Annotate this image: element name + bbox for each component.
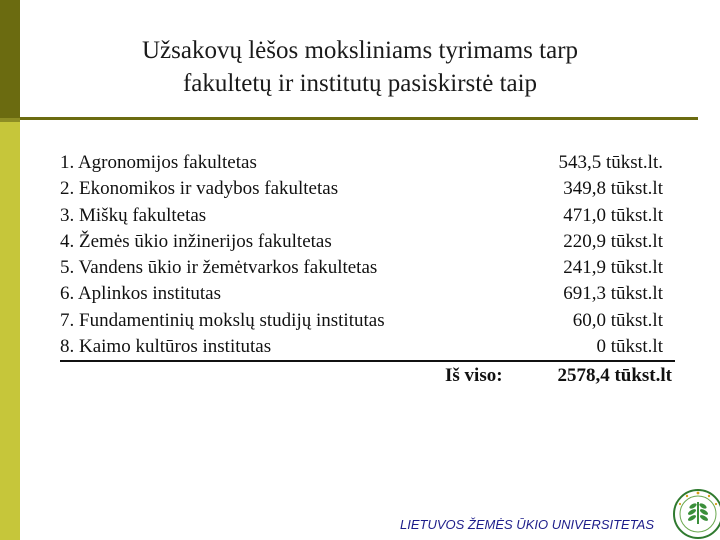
item-amount: 543,5 tūkst.lt. xyxy=(558,152,663,173)
item-name: 5. Vandens ūkio ir žemėtvarkos fakultetas xyxy=(60,257,378,279)
item-amount: 241,9 tūkst.lt xyxy=(563,257,663,279)
list-item xyxy=(60,255,675,281)
item-amount: 0 tūkst.lt xyxy=(596,336,663,358)
funding-list xyxy=(60,150,675,362)
item-amount: 691,3 tūkst.lt xyxy=(563,283,663,305)
item-name: 4. Žemės ūkio inžinerijos fakultetas xyxy=(60,230,332,252)
list-item xyxy=(60,150,675,176)
slide-title xyxy=(40,34,680,100)
left-bar-light-segment xyxy=(0,120,20,540)
item-name: 8. Kaimo kultūros institutas xyxy=(60,336,272,358)
list-item xyxy=(60,229,675,255)
left-accent-bar xyxy=(0,0,20,540)
slide-title-line-2: fakultetų ir institutų pasiskirstė taip xyxy=(182,70,538,97)
left-bar-divider xyxy=(0,118,20,122)
item-name: 2. Ekonomikos ir vadybos fakultetas xyxy=(60,178,339,200)
list-item xyxy=(60,176,675,202)
total-value: 2578,4 tūkst.lt xyxy=(557,365,672,386)
total-label: Iš viso: xyxy=(445,365,503,386)
list-item xyxy=(60,308,675,334)
list-item xyxy=(60,281,675,307)
item-amount: 220,9 tūkst.lt xyxy=(563,230,663,252)
left-bar-dark-segment xyxy=(0,0,20,120)
list-item xyxy=(60,334,675,362)
item-amount: 471,0 tūkst.lt xyxy=(563,204,663,226)
item-amount: 349,8 tūkst.lt xyxy=(563,178,663,200)
item-name: 7. Fundamentinių mokslų studijų institutas xyxy=(60,309,385,331)
item-name: 1. Agronomijos fakultetas xyxy=(60,152,257,173)
slide-title-line-1: Užsakovų lėšos moksliniams tyrimams tarp xyxy=(141,37,579,64)
item-amount: 60,0 tūkst.lt xyxy=(572,309,663,331)
item-name: 3. Miškų fakultetas xyxy=(60,204,207,226)
item-name: 6. Aplinkos institutas xyxy=(60,283,221,305)
footer-university-name: LIETUVOS ŽEMĖS ŪKIO UNIVERSITETAS xyxy=(400,517,655,532)
total-row xyxy=(60,362,675,392)
list-item xyxy=(60,203,675,229)
university-seal-icon xyxy=(668,482,720,540)
title-underline xyxy=(20,117,698,120)
